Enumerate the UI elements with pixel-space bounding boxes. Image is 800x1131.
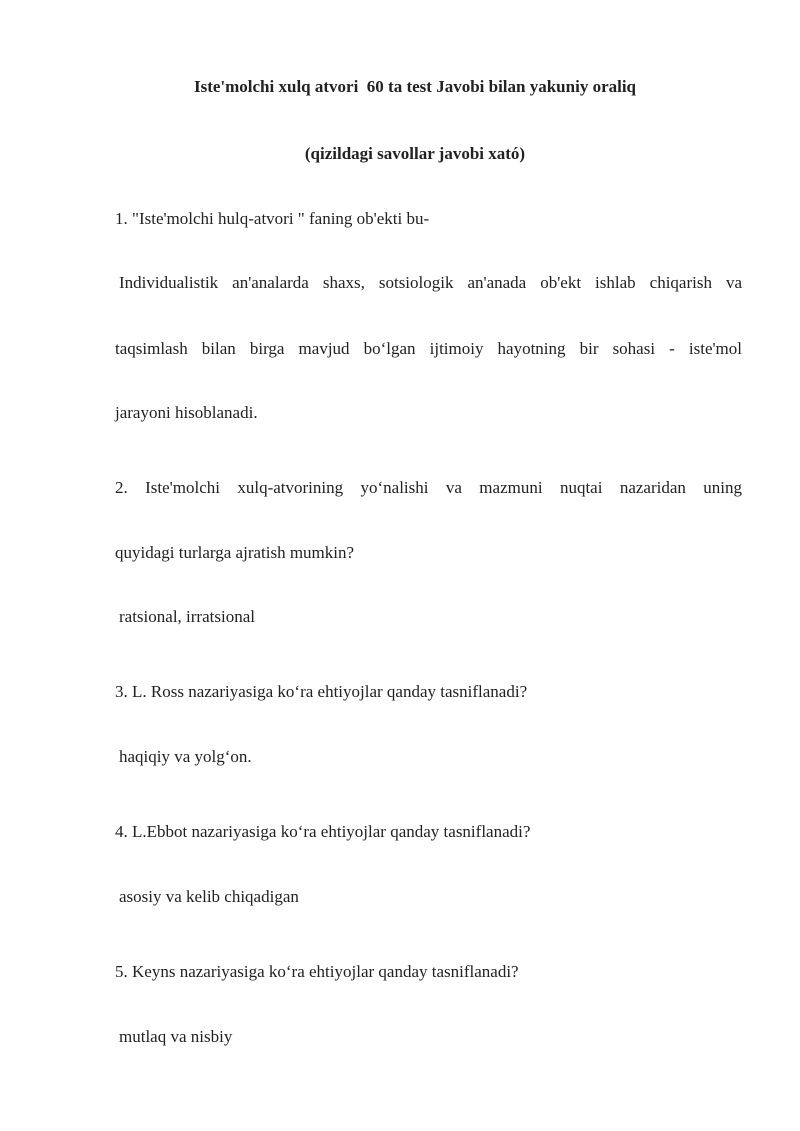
answer-1-line-2: taqsimlash bilan birga mavjud bo‘lgan ijtimoiy hayotning bir sohasi - iste'mol	[115, 339, 742, 358]
document-title: Iste'molchi xulq atvori 60 ta test Javobi bilan yakuniy oraliq	[193, 77, 637, 96]
question-3: 3. L. Ross nazariyasiga ko‘ra ehtiyojlar qanday tasniflanadi?	[115, 682, 528, 701]
question-4: 4. L.Ebbot nazariyasiga ko‘ra ehtiyojlar qanday tasniflanadi?	[115, 822, 531, 841]
answer-4: asosiy va kelib chiqadigan	[119, 887, 299, 906]
question-2-line-2: quyidagi turlarga ajratish mumkin?	[115, 543, 355, 562]
question-1: 1. "Iste'molchi hulq-atvori " faning ob'ekti bu-	[115, 209, 430, 228]
answer-5: mutlaq va nisbiy	[119, 1027, 233, 1046]
document-subtitle: (qizildagi savollar javobi xató)	[304, 144, 526, 163]
answer-1-line-3: jarayoni hisoblanadi.	[115, 403, 258, 422]
answer-1-line-1: Individualistik an'analarda shaxs, sotsiologik an'anada ob'ekt ishlab chiqarish va	[119, 273, 742, 292]
answer-3: haqiqiy va yolg‘on.	[119, 747, 252, 766]
question-2-line-1: 2. Iste'molchi xulq-atvorining yo‘nalishi va mazmuni nuqtai nazaridan uning	[115, 478, 742, 497]
question-5: 5. Keyns nazariyasiga ko‘ra ehtiyojlar qanday tasniflanadi?	[115, 962, 519, 981]
answer-2: ratsional, irratsional	[119, 607, 255, 626]
